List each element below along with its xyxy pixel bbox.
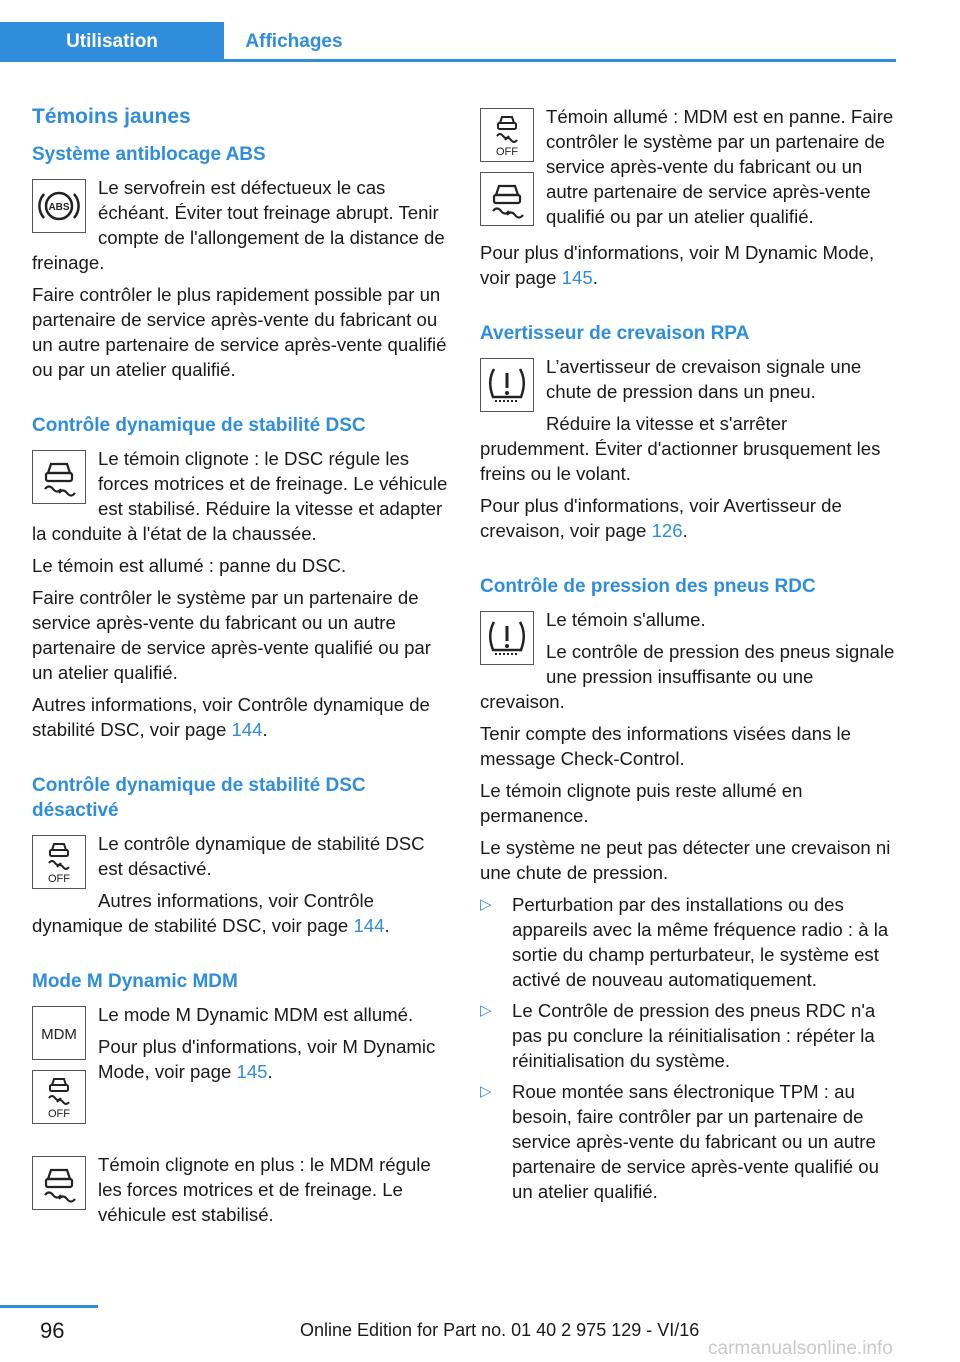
rpa-text-1: L’avertisseur de crevaison signale une chute de pression dans un pneu. (546, 356, 862, 402)
dsc-car-skid-icon (32, 1156, 86, 1210)
svg-text:OFF: OFF (48, 873, 70, 885)
dsc-off-heading: Contrôle dynamique de stabilité DSC désactivé (32, 775, 366, 821)
page-link[interactable]: 144 (353, 915, 385, 936)
dsc-text-1: Le témoin clignote : le DSC régule les forces motrices et de freinage. Le véhicule est stabilisé. Réduire la vitesse et adapter la conduite à l'état de la chaussée. (32, 448, 448, 544)
svg-text:OFF: OFF (48, 1108, 70, 1120)
list-item: ▷ Perturbation par des installations ou des appareils avec la même fréquence radio : à la sortie du champ perturbateur, le système est activé de nouveau automatiquement. (480, 894, 889, 990)
dsc-off-icon (32, 1070, 86, 1124)
bullet-triangle-icon: ▷ (480, 896, 492, 913)
left-column (32, 100, 448, 1234)
tab-utilisation[interactable]: Utilisation (0, 22, 224, 62)
abs-text-2: Faire contrôler le plus rapidement possible par un partenaire de service après-vente du fabricant ou un autre partenaire de service après-vente qualifié ou par un atelier qualifié. (32, 284, 447, 380)
page-number-rule (0, 1305, 98, 1308)
dsc-off-icon (32, 835, 86, 889)
bullet-triangle-icon: ▷ (480, 1083, 492, 1100)
dsc-car-skid-icon (480, 172, 534, 226)
dsc-heading: Contrôle dynamique de stabilité DSC (32, 415, 366, 436)
mdm-fail-text-1: Témoin allumé : MDM est en panne. Faire contrôler le système par un partenaire de service après-vente du fabricant ou un autre partenaire de service après-vente qualifié ou par un atelier qualifié. (546, 106, 894, 227)
tire-pressure-warning-icon (480, 358, 534, 412)
dsc-off-text-2: Autres informations, voir Contrôle dynamique de stabilité DSC, voir page 144. (32, 890, 390, 936)
mdm-heading: Mode M Dynamic MDM (32, 971, 238, 992)
rdc-text-5: Le système ne peut pas détecter une crevaison ni une chute de pression. (480, 837, 891, 883)
header-tabbar (0, 22, 896, 62)
rpa-heading: Avertisseur de crevaison RPA (480, 323, 750, 344)
dsc-off-text-1: Le contrôle dynamique de stabilité DSC est désactivé. (98, 833, 425, 879)
abs-heading: Système antiblocage ABS (32, 144, 266, 165)
rpa-text-2: Réduire la vitesse et s'arrêter prudemment. Éviter d'actionner brusquement les freins ou le volant. (480, 413, 881, 484)
rdc-text-4: Le témoin clignote puis reste allumé en permanence. (480, 780, 803, 826)
svg-text:ABS: ABS (48, 202, 70, 213)
mdm-text-1: Le mode M Dynamic MDM est allumé. (98, 1004, 414, 1025)
list-item: ▷ Le Contrôle de pression des pneus RDC n'a pas pu conclure la réinitialisation : répéter la réinitialisation du système. (480, 1000, 876, 1071)
bullet-triangle-icon: ▷ (480, 1002, 492, 1019)
rdc-heading: Contrôle de pression des pneus RDC (480, 576, 816, 597)
section-title: Témoins jaunes (32, 105, 191, 128)
dsc-text-3: Faire contrôler le système par un partenaire de service après-vente du fabricant ou un autre partenaire de service après-vente qualifié ou par un atelier qualifié. (32, 587, 431, 683)
svg-text:MDM: MDM (41, 1026, 77, 1043)
rdc-text-2: Le contrôle de pression des pneus signale une pression insuffisante ou une crevaison. (480, 641, 895, 712)
page-link[interactable]: 126 (651, 520, 683, 541)
mdm-icon (32, 1006, 86, 1060)
right-column (480, 104, 896, 1210)
dsc-text-2: Le témoin est allumé : panne du DSC. (32, 555, 347, 576)
mdm-fail-text-2: Pour plus d'informations, voir M Dynamic Mode, voir page 145. (480, 242, 875, 288)
rdc-text-1: Le témoin s'allume. (546, 609, 706, 630)
abs-warning-icon (32, 179, 86, 233)
svg-text:OFF: OFF (496, 146, 518, 158)
tabbar-underline (0, 59, 896, 62)
page-link[interactable]: 144 (231, 719, 263, 740)
abs-text-1: Le servofrein est défectueux le cas échéant. Éviter tout freinage abrupt. Tenir compte de l'allongement de la distance de freinage. (32, 177, 445, 273)
mdm-fail-icon-stack (480, 108, 534, 236)
tire-pressure-warning-icon (480, 611, 534, 665)
page-number: 96 (40, 1318, 65, 1343)
rdc-text-3: Tenir compte des informations visées dans le message Check-Control. (480, 723, 852, 769)
list-item: ▷ Roue montée sans électronique TPM : au besoin, faire contrôler par un partenaire de service après-vente du fabricant ou un autre partenaire de service après-vente qualifié ou un atelier qualifié. (480, 1081, 879, 1202)
mdm-text-3: Témoin clignote en plus : le MDM régule les forces motrices et de freinage. Le véhicule est stabilisé. (98, 1154, 431, 1225)
rpa-text-3: Pour plus d'informations, voir Avertisseur de crevaison, voir page 126. (480, 495, 842, 541)
rdc-bullet-list (480, 892, 896, 1204)
dsc-off-icon (480, 108, 534, 162)
page-link[interactable]: 145 (236, 1061, 268, 1082)
edition-footer: Online Edition for Part no. 01 40 2 975 129 - VI/16 (300, 1320, 700, 1340)
mdm-icon-stack (32, 1006, 86, 1134)
watermark: carmanualsonline.info (708, 1338, 893, 1359)
mdm-text-2: Pour plus d'informations, voir M Dynamic Mode, voir page 145. (98, 1036, 436, 1082)
dsc-text-4: Autres informations, voir Contrôle dynamique de stabilité DSC, voir page 144. (32, 694, 430, 740)
tab-affichages[interactable]: Affichages (245, 31, 343, 52)
page-link[interactable]: 145 (561, 267, 593, 288)
dsc-car-skid-icon (32, 450, 86, 504)
